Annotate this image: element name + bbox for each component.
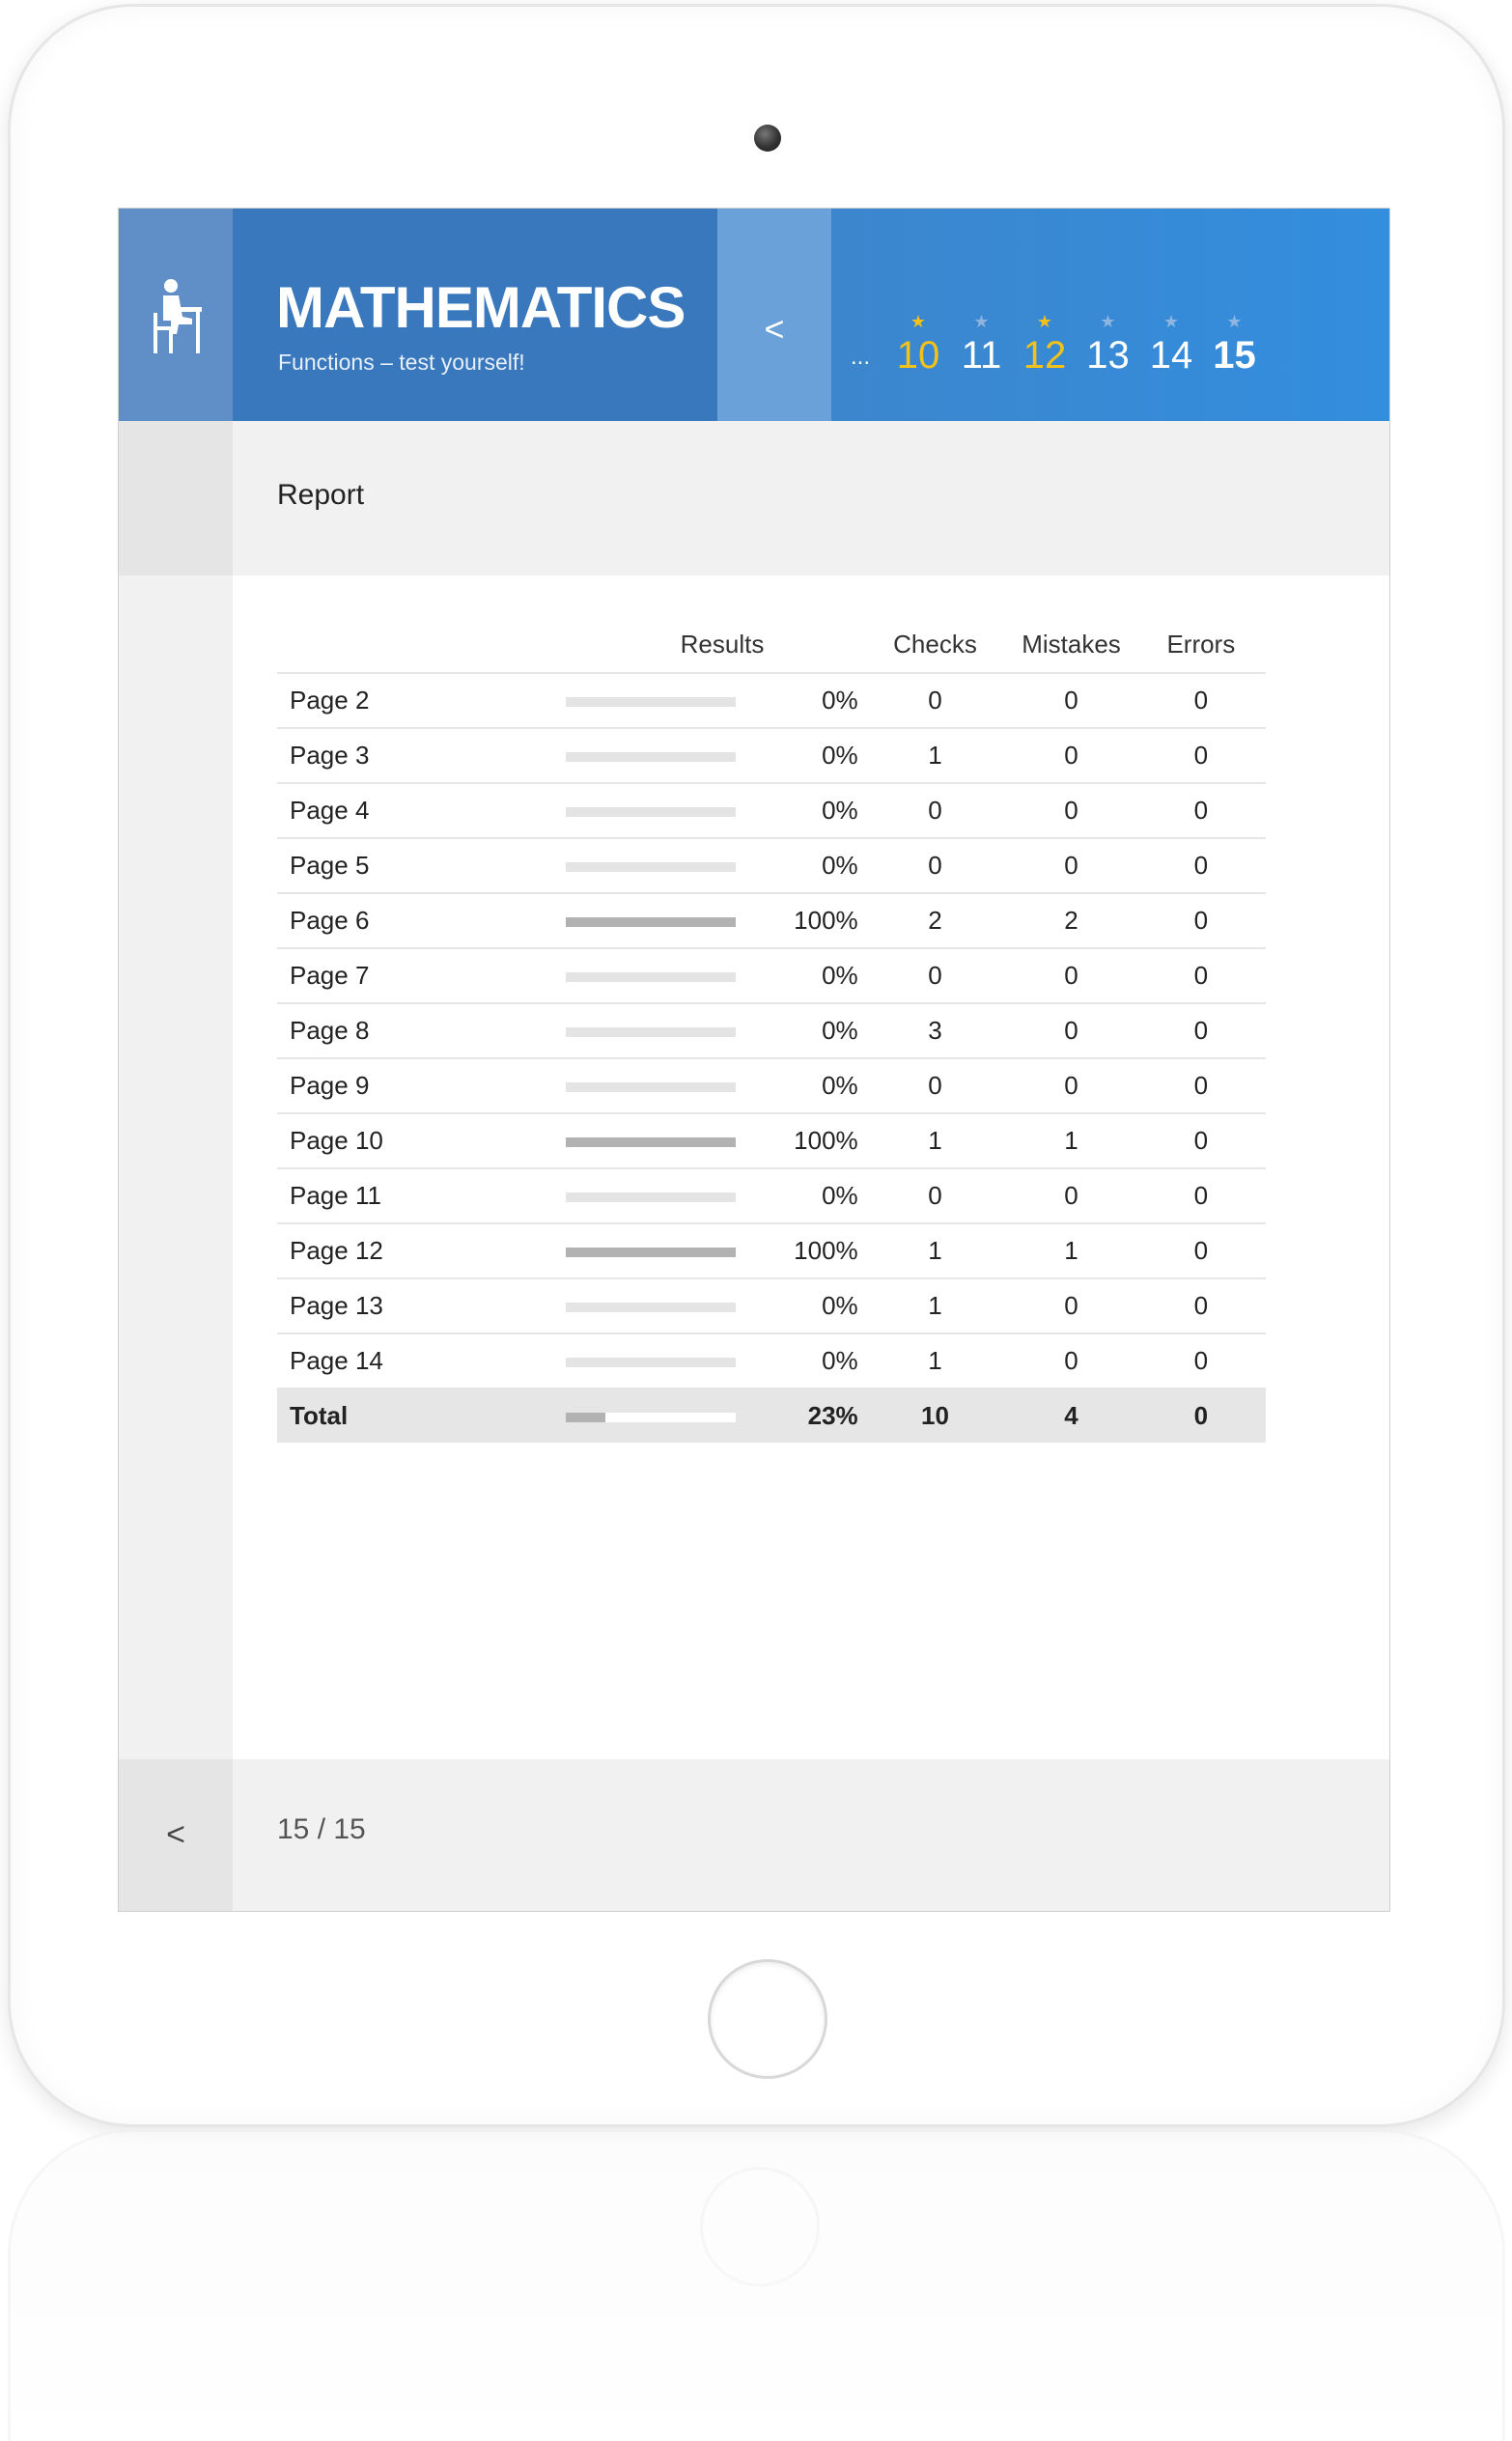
result-percent: 0%: [759, 728, 864, 783]
app-screen: [118, 208, 1390, 1912]
errors-count: 0: [1136, 893, 1266, 948]
result-percent: 0%: [759, 1058, 864, 1113]
errors-count: 0: [1136, 838, 1266, 893]
tablet-reflection: [8, 2129, 1505, 2441]
report-header-row: [277, 617, 1266, 673]
result-bar-cell: [543, 1003, 759, 1058]
checks-count: 10: [864, 1389, 1007, 1443]
errors-count: 0: [1136, 728, 1266, 783]
row-page-label: Page 7: [277, 948, 543, 1003]
result-percent: 0%: [759, 1278, 864, 1333]
table-row: [277, 1113, 1266, 1168]
result-percent: 0%: [759, 838, 864, 893]
result-progress-bar: [566, 972, 736, 982]
checks-count: 1: [864, 1113, 1007, 1168]
page-link-label: 12: [1022, 334, 1067, 377]
table-row: [277, 673, 1266, 728]
star-icon: ★: [1162, 312, 1180, 331]
result-bar-cell: [543, 948, 759, 1003]
page-link-12[interactable]: [1016, 313, 1074, 378]
table-row: [277, 1223, 1266, 1278]
header-title-area: [233, 209, 717, 421]
checks-count: 0: [864, 783, 1007, 838]
result-bar-cell: [543, 783, 759, 838]
checks-count: 0: [864, 1058, 1007, 1113]
row-page-label: Page 5: [277, 838, 543, 893]
content-left-strip: [119, 575, 233, 1759]
page-link-11[interactable]: [953, 313, 1011, 378]
mistakes-count: 0: [1006, 728, 1135, 783]
header-back-column: [717, 209, 831, 421]
footer-back-button[interactable]: <: [119, 1759, 233, 1911]
page-link-label: 14: [1149, 334, 1193, 377]
result-progress-bar: [566, 862, 736, 872]
result-bar-cell: [543, 1389, 759, 1443]
mistakes-count: 0: [1006, 1058, 1135, 1113]
result-progress-bar: [566, 1192, 736, 1202]
app-title: MATHEMATICS: [276, 275, 686, 340]
table-row: [277, 783, 1266, 838]
row-page-label: Page 3: [277, 728, 543, 783]
table-row: [277, 1003, 1266, 1058]
row-page-label: Page 11: [277, 1168, 543, 1223]
page-column-header: [277, 617, 543, 673]
star-icon: ★: [910, 312, 927, 331]
mistakes-count: 0: [1006, 1003, 1135, 1058]
mistakes-count: 1: [1006, 1223, 1135, 1278]
result-progress-fill: [566, 1413, 604, 1422]
table-row: [277, 838, 1266, 893]
result-bar-cell: [543, 893, 759, 948]
result-bar-cell: [543, 1333, 759, 1389]
star-icon: ★: [1100, 312, 1116, 331]
row-page-label: Page 6: [277, 893, 543, 948]
checks-count: 0: [864, 948, 1007, 1003]
report-table: [277, 617, 1266, 1443]
report-title-bar: [119, 421, 1389, 575]
checks-count: 3: [864, 1003, 1007, 1058]
header-icon-column: [119, 209, 233, 421]
result-bar-cell: [543, 673, 759, 728]
mistakes-count: 0: [1006, 783, 1135, 838]
mistakes-count: 0: [1006, 838, 1135, 893]
result-progress-fill: [566, 1248, 736, 1257]
result-progress-bar: [566, 1137, 736, 1147]
errors-count: 0: [1136, 783, 1266, 838]
row-page-label: Page 14: [277, 1333, 543, 1389]
result-progress-bar: [566, 752, 736, 762]
checks-count: 0: [864, 1168, 1007, 1223]
errors-column-header: Errors: [1166, 630, 1236, 659]
report-bar-left-strip: [119, 421, 233, 575]
page-link-label: 11: [961, 334, 1002, 377]
result-percent: 0%: [759, 783, 864, 838]
mistakes-count: 0: [1006, 1168, 1135, 1223]
table-row: [277, 1333, 1266, 1389]
checks-count: 1: [864, 1223, 1007, 1278]
result-progress-bar: [566, 1027, 736, 1037]
mistakes-count: 1: [1006, 1113, 1135, 1168]
errors-count: 0: [1136, 1223, 1266, 1278]
student-at-desk-icon: [150, 278, 202, 353]
more-pages-ellipsis[interactable]: ...: [851, 344, 871, 370]
errors-count: 0: [1136, 1389, 1266, 1443]
result-progress-bar: [566, 1082, 736, 1092]
row-page-label: Page 10: [277, 1113, 543, 1168]
table-row: [277, 948, 1266, 1003]
mistakes-column-header: Mistakes: [1022, 630, 1121, 659]
result-percent: 0%: [759, 1333, 864, 1389]
table-row: [277, 893, 1266, 948]
result-bar-cell: [543, 1113, 759, 1168]
page-link-10[interactable]: [889, 313, 947, 378]
result-progress-bar: [566, 1303, 736, 1312]
mistakes-count: 0: [1006, 1333, 1135, 1389]
page-link-14[interactable]: [1142, 313, 1200, 378]
result-progress-bar: [566, 697, 736, 707]
page-link-label: 13: [1086, 334, 1130, 377]
checks-count: 0: [864, 673, 1007, 728]
mistakes-count: 0: [1006, 948, 1135, 1003]
result-bar-cell: [543, 1278, 759, 1333]
row-page-label: Page 9: [277, 1058, 543, 1113]
page-link-label: 15: [1213, 334, 1256, 377]
result-percent: 100%: [759, 893, 864, 948]
home-button-reflection: [700, 2167, 820, 2287]
table-row: [277, 728, 1266, 783]
mistakes-count: 0: [1006, 673, 1135, 728]
app-subtitle: Functions – test yourself!: [278, 350, 525, 375]
page-link-label: 10: [896, 334, 940, 377]
errors-count: 0: [1136, 1168, 1266, 1223]
mistakes-count: 2: [1006, 893, 1135, 948]
mistakes-count: 0: [1006, 1278, 1135, 1333]
errors-count: 0: [1136, 1003, 1266, 1058]
result-progress-fill: [566, 917, 736, 927]
result-progress-fill: [566, 1137, 736, 1147]
checks-column-header: Checks: [893, 630, 977, 659]
previous-page-button[interactable]: <: [764, 309, 785, 349]
mistakes-count: 4: [1006, 1389, 1135, 1443]
table-row: [277, 1168, 1266, 1223]
result-bar-cell: [543, 1223, 759, 1278]
result-progress-bar: [566, 917, 736, 927]
result-progress-bar: [566, 807, 736, 817]
app-header: [119, 209, 1389, 421]
result-percent: 100%: [759, 1113, 864, 1168]
app-footer: [119, 1759, 1389, 1911]
checks-count: 2: [864, 893, 1007, 948]
row-page-label: Page 12: [277, 1223, 543, 1278]
page-navigation: [831, 209, 1389, 421]
total-row: [277, 1389, 1266, 1443]
result-progress-bar: [566, 1413, 736, 1422]
table-row: [277, 1058, 1266, 1113]
camera-icon: [754, 125, 781, 152]
errors-count: 0: [1136, 1113, 1266, 1168]
result-percent: 0%: [759, 673, 864, 728]
row-page-label: Page 2: [277, 673, 543, 728]
result-percent: 0%: [759, 948, 864, 1003]
result-percent: 100%: [759, 1223, 864, 1278]
table-row: [277, 1278, 1266, 1333]
result-bar-cell: [543, 1168, 759, 1223]
errors-count: 0: [1136, 673, 1266, 728]
errors-count: 0: [1136, 1058, 1266, 1113]
result-bar-cell: [543, 1058, 759, 1113]
result-percent: 23%: [759, 1389, 864, 1443]
row-page-label: Page 4: [277, 783, 543, 838]
star-icon: ★: [973, 312, 990, 331]
checks-count: 1: [864, 1333, 1007, 1389]
star-icon: ★: [1226, 312, 1243, 331]
report-title: Report: [277, 479, 365, 511]
errors-count: 0: [1136, 1333, 1266, 1389]
errors-count: 0: [1136, 1278, 1266, 1333]
star-icon: ★: [1036, 312, 1053, 331]
result-bar-cell: [543, 728, 759, 783]
results-column-header: Results: [680, 630, 765, 659]
result-progress-bar: [566, 1358, 736, 1367]
row-page-label: Total: [277, 1389, 543, 1443]
page-link-13[interactable]: [1079, 313, 1137, 378]
row-page-label: Page 13: [277, 1278, 543, 1333]
result-percent: 0%: [759, 1168, 864, 1223]
checks-count: 0: [864, 838, 1007, 893]
result-bar-cell: [543, 838, 759, 893]
page-link-15[interactable]: [1206, 313, 1264, 378]
checks-count: 1: [864, 1278, 1007, 1333]
result-percent: 0%: [759, 1003, 864, 1058]
home-button[interactable]: [708, 1959, 827, 2079]
checks-count: 1: [864, 728, 1007, 783]
page-counter: 15 / 15: [277, 1813, 366, 1845]
row-page-label: Page 8: [277, 1003, 543, 1058]
result-progress-bar: [566, 1248, 736, 1257]
errors-count: 0: [1136, 948, 1266, 1003]
